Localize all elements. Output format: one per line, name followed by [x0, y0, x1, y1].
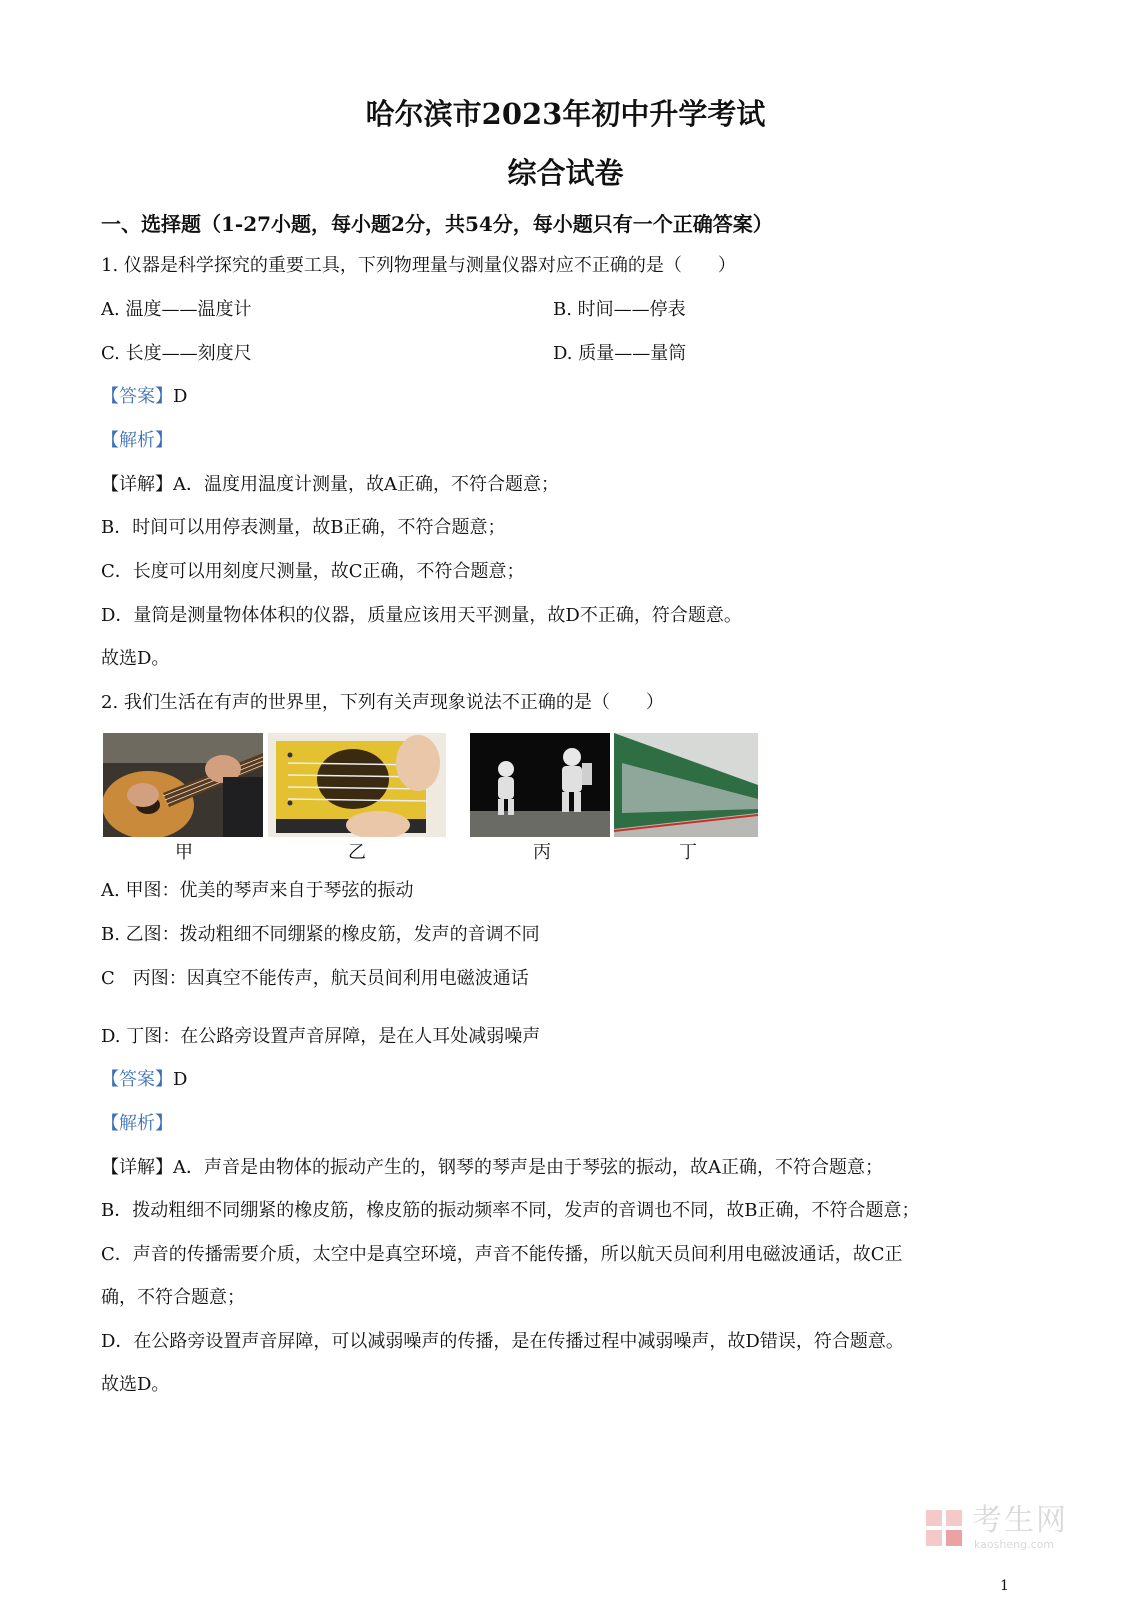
q2-option-c: C 丙图：因真空不能传声，航天员间利用电磁波通话 [101, 968, 529, 989]
q2-detail-3: C．声音的传播需要介质，太空中是真空环境，声音不能传播，所以航天员间利用电磁波通话，故C正 [101, 1244, 903, 1265]
q1-answer-value: D [173, 386, 188, 407]
watermark-text: 考生网 [972, 1503, 1068, 1538]
caption-ding: 丁 [679, 842, 697, 863]
section-heading: 一、选择题（1-27小题，每小题2分，共54分，每小题只有一个正确答案） [101, 212, 773, 236]
q1-detail-4: D．量筒是测量物体体积的仪器，质量应该用天平测量，故D不正确，符合题意。 [101, 605, 742, 626]
q1-option-b: B. 时间——停表 [553, 299, 686, 320]
q2-detail-1: 【详解】A．声音是由物体的振动产生的，钢琴的琴声是由于琴弦的振动，故A正确，不符合题意； [101, 1157, 883, 1178]
watermark-logo-icon [924, 1506, 968, 1550]
q2-detail-4: D．在公路旁设置声音屏障，可以减弱噪声的传播，是在传播过程中减弱噪声，故D错误，符合题意。 [101, 1331, 904, 1352]
q1-option-a: A. 温度——温度计 [101, 299, 252, 320]
q2-stem: 2. 我们生活在有声的世界里，下列有关声现象说法不正确的是（ ） [101, 692, 664, 713]
q1-answer-label: 【答案】 [101, 386, 173, 407]
q2-option-b: B. 乙图：拨动粗细不同绷紧的橡皮筋，发声的音调不同 [101, 924, 540, 945]
q2-detail-2: B．拨动粗细不同绷紧的橡皮筋，橡皮筋的振动频率不同，发声的音调也不同，故B正确，不符合题意； [101, 1200, 920, 1221]
q1-detail-3: C．长度可以用刻度尺测量，故C正确，不符合题意； [101, 561, 525, 582]
q1-option-d: D. 质量——量筒 [553, 343, 687, 364]
q1-option-c: C. 长度——刻度尺 [101, 343, 252, 364]
q1-analysis-label: 【解析】 [101, 430, 173, 451]
q1-stem: 1. 仪器是科学探究的重要工具，下列物理量与测量仪器对应不正确的是（ ） [101, 255, 736, 276]
exam-subtitle: 综合试卷 [507, 156, 624, 190]
q1-answer [101, 385, 187, 409]
q2-conclusion: 故选D。 [101, 1374, 170, 1395]
page-number: 1 [1000, 1578, 1009, 1594]
q2-analysis-label: 【解析】 [101, 1113, 173, 1134]
astronauts-illustration [470, 733, 610, 837]
caption-bing: 丙 [533, 842, 551, 863]
rubber-band-box-illustration [268, 733, 446, 837]
q1-detail-2: B．时间可以用停表测量，故B正确，不符合题意； [101, 517, 506, 538]
q1-detail-1: 【详解】A．温度用温度计测量，故A正确，不符合题意； [101, 474, 559, 495]
noise-barrier-illustration [614, 733, 758, 837]
q1-conclusion: 故选D。 [101, 648, 170, 669]
figure-noise-barrier [614, 733, 758, 837]
caption-jia: 甲 [175, 842, 193, 863]
q2-option-d: D. 丁图：在公路旁设置声音屏障，是在人耳处减弱噪声 [101, 1026, 541, 1047]
q2-answer-label: 【答案】 [101, 1069, 173, 1090]
figure-astronauts [470, 733, 610, 837]
watermark-url: kaosheng.com [974, 1538, 1055, 1551]
figure-rubber-band-box [268, 733, 446, 837]
q2-answer [101, 1068, 187, 1092]
q2-detail-3-cont: 确，不符合题意； [101, 1287, 245, 1308]
guitar-illustration [103, 733, 263, 837]
watermark [924, 1502, 1084, 1558]
exam-title: 哈尔滨市2023年初中升学考试 [365, 97, 766, 131]
q2-answer-value: D [173, 1069, 188, 1090]
figure-guitar [103, 733, 263, 837]
caption-yi: 乙 [348, 842, 366, 863]
q2-option-a: A. 甲图：优美的琴声来自于琴弦的振动 [101, 880, 414, 901]
